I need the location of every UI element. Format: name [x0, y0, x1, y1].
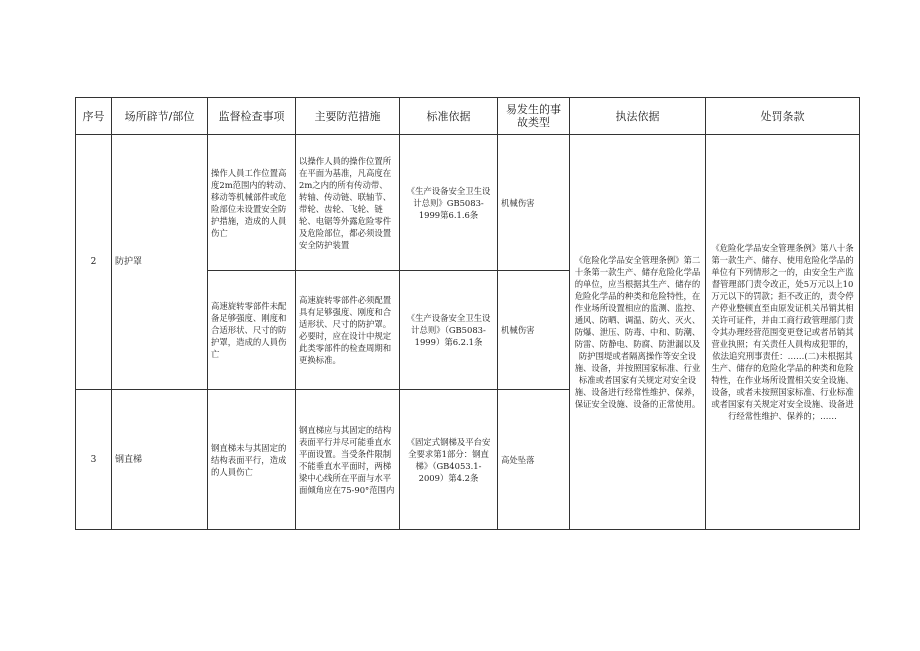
header-standard: 标准依据 — [400, 98, 498, 135]
header-law: 执法依据 — [570, 98, 706, 135]
regulation-table — [75, 97, 860, 530]
header-seq: 序号 — [76, 98, 112, 135]
seq-cell: 2 — [76, 135, 112, 390]
header-row — [76, 98, 860, 135]
standard-cell: 《生产设备安全卫生设计总则》（GB5083-1999）第6.2.1条 — [400, 271, 498, 390]
place-cell: 钢直梯 — [112, 390, 208, 530]
accident-cell: 机械伤害 — [498, 135, 570, 271]
penalty-cell: 《危险化学品安全管理条例》第八十条第一款生产、储存、使用危险化学品的单位有下列情形之一的，由安全生产监督管理部门责令改正，处5万元以上10万元以下的罚款；拒不改正的，责令停产停业整顿直至由原发证机关吊销其相关许可证件，并由工商行政管理部门责令其办理经营范围变更登记或者吊销其营业执照；有关责任人員构成犯罪的，依法追究刑事责任：……(二)未根据其生产、储存的危险化学品的种类和危险特性，在作业场所设置相关安全设施、设备，或者未按照国家标准、行业标准或者国家有关规定对安全设施、设备进行经常性维护、保养的；…… — [706, 135, 860, 530]
place-cell: 防护罩 — [112, 135, 208, 390]
measure-cell: 高速旋转零部件必须配置具有足够强度、刚度和合适形状、尺寸的防护罩。必要时，应在设计中规定此类零部件的检查周期和更换标准。 — [296, 271, 400, 390]
standard-cell: 《生产设备安全卫生设计总则》GB5083-1999第6.1.6条 — [400, 135, 498, 271]
header-measure: 主要防范措施 — [296, 98, 400, 135]
item-cell: 钢直梯未与其固定的结构表面平行，造成的人員伤亡 — [208, 390, 296, 530]
item-cell: 操作人員工作位置高度2m范围内的转动、移动等机械部件或危险部位未设置安全防护措施，造成的人員伤亡 — [208, 135, 296, 271]
law-basis-cell: 《危险化学品安全管理条例》第二十条第一款生产、储存危险化学品的单位，应当根据其生产、储存的危险化学品的种类和危险特性，在作业场所设置相应的监测、监控、通风、防晒、调温、防火、灭火、防爆、泄压、防毒、中和、防潮、防雷、防静电、防腐、防泄漏以及防护围堤或者隔离操作等安全设施、设备，并按照国家标准、行业标准或者国家有关规定对安全设施、设备进行经常性维护、保养，保证安全设施、设备的正常使用。 — [570, 135, 706, 530]
header-accident: 易发生的事故类型 — [498, 98, 570, 135]
table-row — [76, 135, 860, 271]
header-item: 监督检查事项 — [208, 98, 296, 135]
accident-cell: 机械伤害 — [498, 271, 570, 390]
measure-cell: 以操作人員的操作位置所在平面为基准，凡高度在2m之内的所有传动带、转轴、传动链、联轴节、带轮、齿轮、飞轮、链轮、电锯等外露危险零件及危险部位，都必须设置安全防护装置 — [296, 135, 400, 271]
item-cell: 高速旋转零部件未配备足够强度、刚度和合适形状、尺寸的防护罩，造成的人員伤亡 — [208, 271, 296, 390]
measure-cell: 钢直梯应与其固定的结构表面平行并尽可能垂直水平面设置。当受条件限制不能垂直水平面时，两梯梁中心线所在平面与水平面倾角应在75-90°范围内 — [296, 390, 400, 530]
header-penalty: 处罚条款 — [706, 98, 860, 135]
accident-cell: 高处坠落 — [498, 390, 570, 530]
standard-cell: 《固定式钢梯及平台安全要求第1部分：钢直梯》（GB4053.1-2009）第4.2条 — [400, 390, 498, 530]
header-place: 场所辟节/部位 — [112, 98, 208, 135]
seq-cell: 3 — [76, 390, 112, 530]
